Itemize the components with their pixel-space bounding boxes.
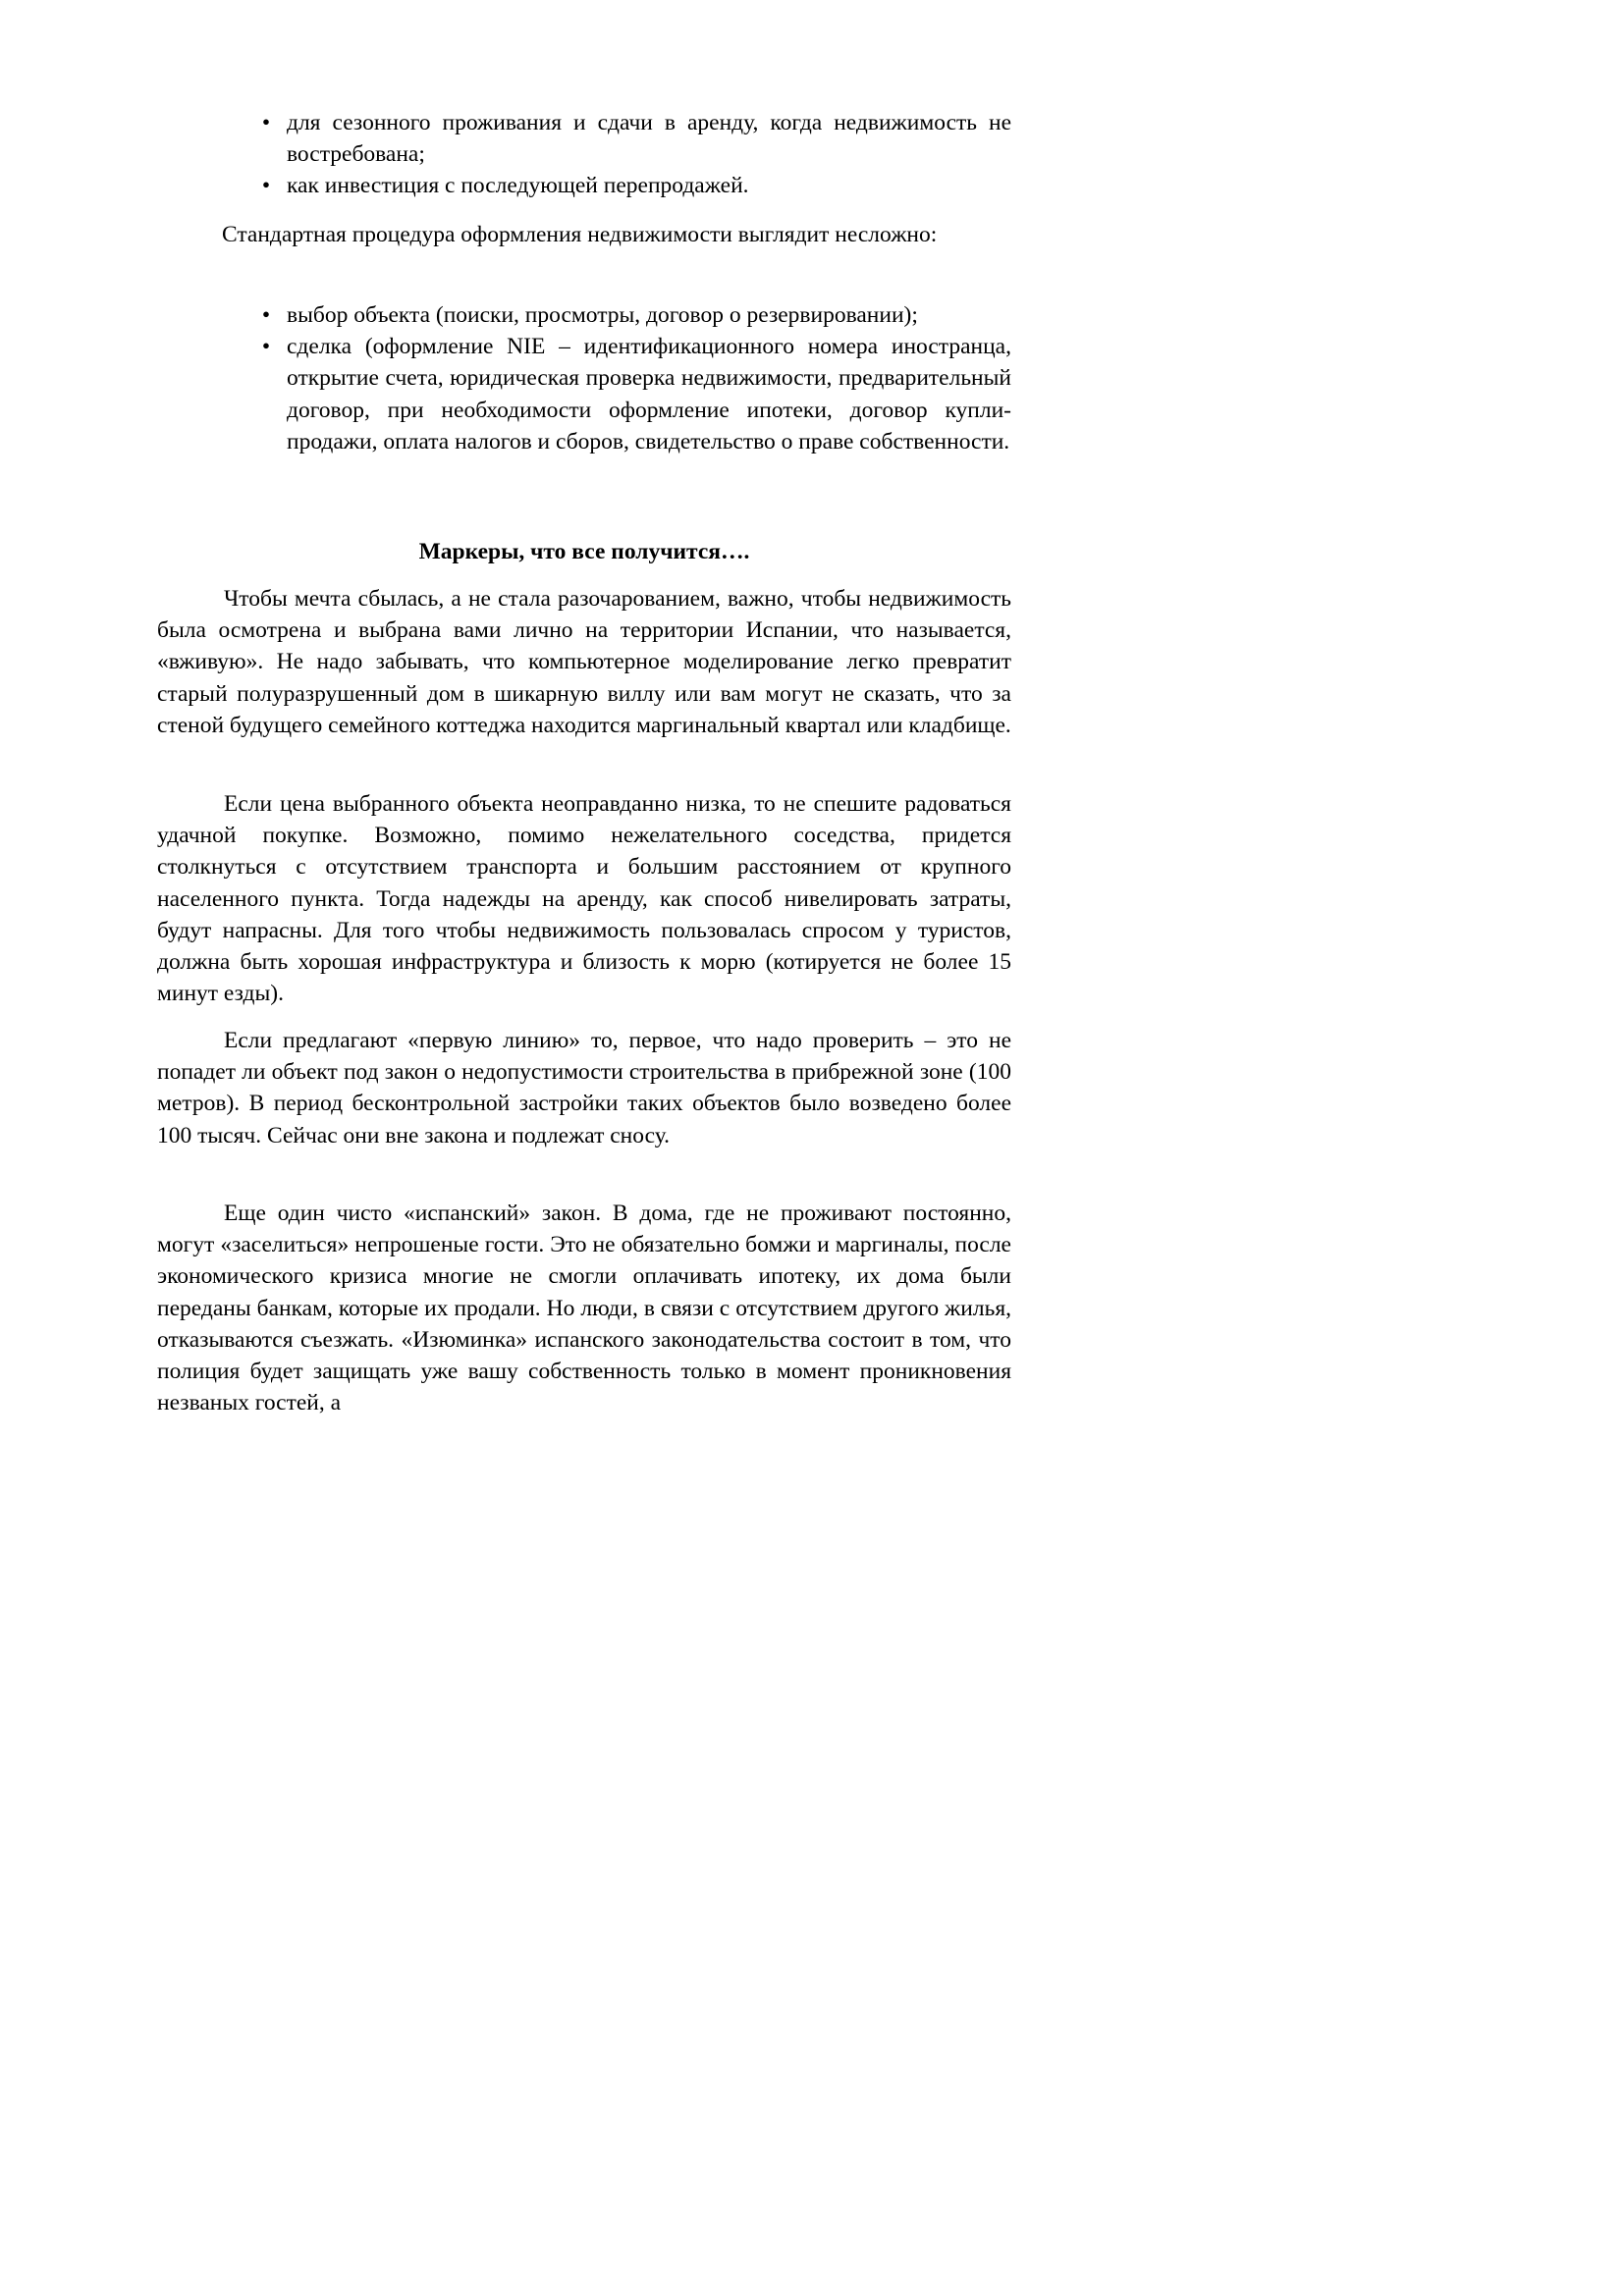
bullet-icon: •	[261, 173, 271, 199]
paragraph-text: Если цена выбранного объекта неоправданно низка, то не спешите радоваться удачной покупке. Возможно, помимо нежелательного соседства, придется столкнуться с отсутствием транспорта и большим расстоянием от крупного населенного пункта. Тогда надежды на аренду, как способ нивелировать затраты, будут напрасны. Для того чтобы недвижимость пользовалась спросом у туристов, должна быть хорошая инфраструктура и близость к морю (котируется не более 15 минут езды).	[157, 791, 1011, 1007]
procedure-intro-paragraph: Стандартная процедура оформления недвижимости выглядит несложно:	[222, 222, 938, 247]
body-paragraph-2	[157, 788, 1011, 1009]
document-page	[0, 0, 1082, 1530]
bullet-icon: •	[261, 302, 271, 328]
paragraph-text: Еще один чисто «испанский» закон. В дома, где не проживают постоянно, могут «заселиться» непрошеные гости. Это не обязательно бомжи и маргиналы, после экономического кризиса многие не смогли оплачивать ипотеку, их дома были переданы банкам, которые их продали. Но люди, в связи с отсутствием другого жилья, отказываются съезжать. «Изюминка» испанского законодательства состоит в том, что полиция будет защищать уже вашу собственность только в момент проникновения незваных гостей, а	[157, 1201, 1011, 1416]
list-item	[261, 331, 1011, 457]
list-item-text: выбор объекта (поиски, просмотры, договор о резервировании);	[287, 302, 918, 328]
list-item	[261, 170, 1011, 201]
bullet-icon: •	[261, 334, 271, 360]
list-item	[261, 299, 1011, 331]
body-paragraph-3	[157, 1025, 1011, 1151]
paragraph-text: Чтобы мечта сбылась, а не стала разочарованием, важно, чтобы недвижимость была осмотрена и выбрана вами лично на территории Испании, что называется, «вживую». Не надо забывать, что компьютерное моделирование легко превратит старый полуразрушенный дом в шикарную виллу или вам могут не сказать, что за стеной будущего семейного коттеджа находится маргинальный квартал или кладбище.	[157, 586, 1011, 738]
section-heading: Маркеры, что все получится….	[418, 539, 750, 564]
list-item-text: сделка (оформление NIE – идентификационного номера иностранца, открытие счета, юридическая проверка недвижимости, предварительный договор, при необходимости оформление ипотеки, договор купли-продажи, оплата налогов и сборов, свидетельство о праве собственности.	[287, 334, 1011, 454]
body-paragraph-1	[157, 583, 1011, 741]
procedure-bullet-list	[261, 299, 1011, 457]
paragraph-text: Если предлагают «первую линию» то, первое, что надо проверить – это не попадет ли объект под закон о недопустимости строительства в прибрежной зоне (100 метров). В период бесконтрольной застройки таких объектов было возведено более 100 тысяч. Сейчас они вне закона и подлежат сносу.	[157, 1028, 1011, 1148]
intro-bullet-list	[261, 107, 1011, 202]
body-paragraph-4	[157, 1198, 1011, 1418]
list-item-text: для сезонного проживания и сдачи в аренду, когда недвижимость не востребована;	[287, 110, 1011, 168]
list-item-text: как инвестиция с последующей перепродажей.	[287, 173, 749, 199]
list-item	[261, 107, 1011, 170]
bullet-icon: •	[261, 110, 271, 135]
